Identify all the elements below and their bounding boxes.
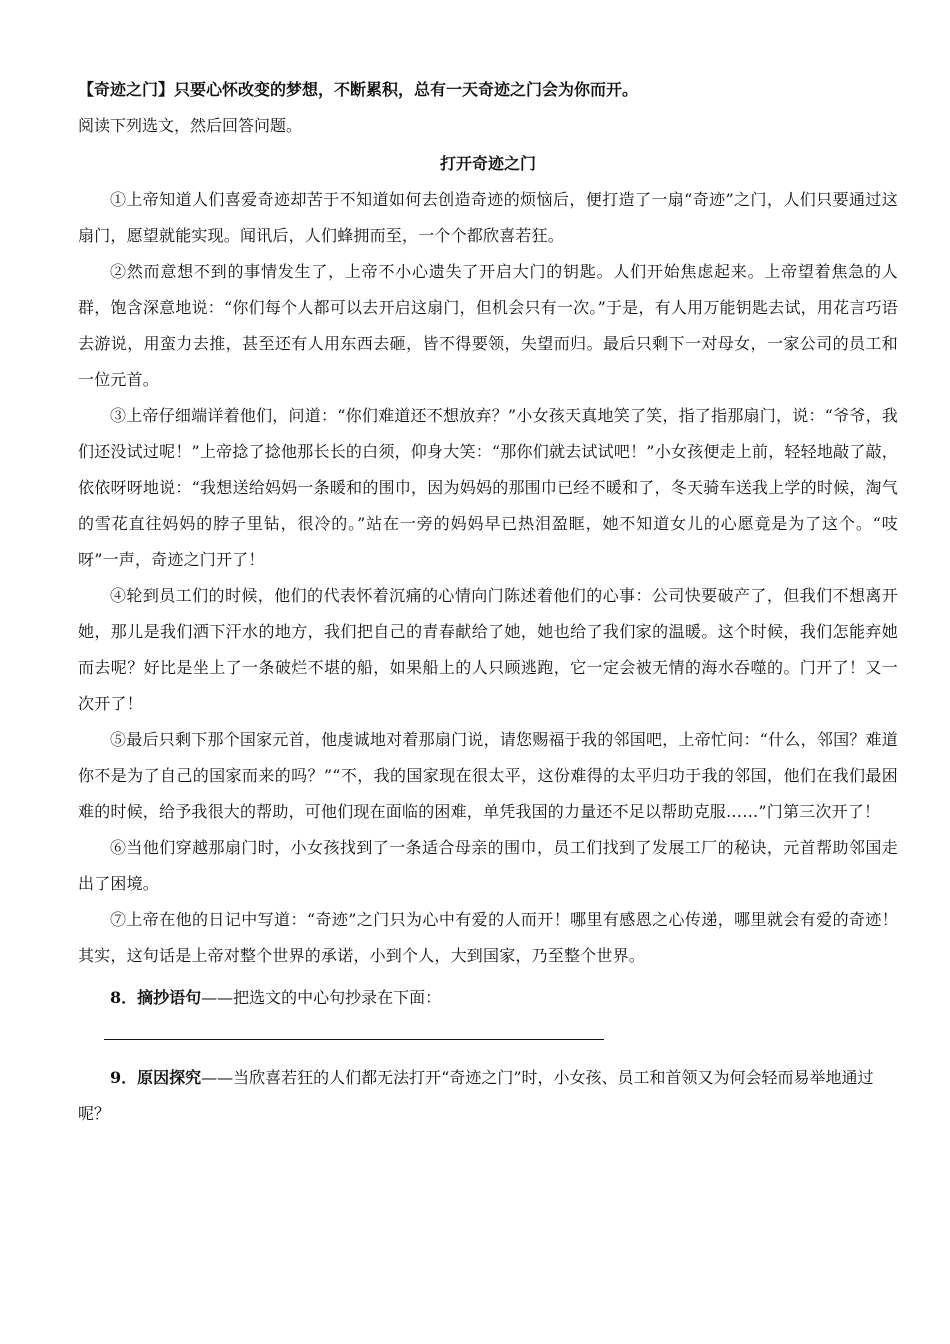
answer-blank-line[interactable]	[104, 1038, 604, 1040]
intro-bracket-text: 只要心怀改变的梦想，不断累积，总有一天奇迹之门会为你而开。	[174, 80, 639, 99]
article-title: 打开奇迹之门	[439, 154, 536, 173]
document-content	[78, 72, 898, 1132]
paragraph-1: ①上帝知道人们喜爱奇迹却苦于不知道如何去创造奇迹的烦恼后，便打造了一扇“奇迹”之门，人们只要通过这扇门，愿望就能实现。闻讯后，人们蜂拥而至，一个个都欣喜若狂。	[78, 190, 898, 245]
question-9-text: ——当欣喜若狂的人们都无法打开“奇迹之门”时，小女孩、员工和首领又为何会轻而易举地通过呢？	[78, 1068, 874, 1123]
paragraph-3: ③上帝仔细端详着他们，问道：“你们难道还不想放弃？”小女孩天真地笑了笑，指了指那扇门，说：“爷爷，我们还没试过呢！”上帝捻了捻他那长长的白须，仰身大笑：“那你们就去试试吧！”小女孩便走上前，轻轻地敲了敲，依依呀呀地说：“我想送给妈妈一条暖和的围巾，因为妈妈的那围巾已经不暖和了，冬天骑车送我上学的时候，淘气的雪花直往妈妈的脖子里钻，很冷的。”站在一旁的妈妈早已热泪盈眶，她不知道女儿的心愿竟是为了这个。“吱呀”一声，奇迹之门开了！	[78, 406, 898, 569]
paragraph-4: ④轮到员工们的时候，他们的代表怀着沉痛的心情向门陈述着他们的心事：公司快要破产了，但我们不想离开她，那儿是我们洒下汗水的地方，我们把自己的青春献给了她，她也给了我们家的温暖。这个时候，我们怎能弃她而去呢？好比是坐上了一条破烂不堪的船，如果船上的人只顾逃跑，它一定会被无情的海水吞噬的。门开了！又一次开了！	[78, 586, 898, 713]
paragraph-6: ⑥当他们穿越那扇门时，小女孩找到了一条适合母亲的围巾，员工们找到了发展工厂的秘诀，元首帮助邻国走出了困境。	[78, 838, 898, 893]
intro-bracket-title: 【奇迹之门】	[78, 80, 175, 99]
question-8-label: 8．摘抄语句	[110, 988, 202, 1007]
question-9	[78, 1060, 898, 1132]
question-8	[78, 980, 898, 1016]
question-9-label: 9．原因探究	[110, 1068, 202, 1087]
reading-instruction: 阅读下列选文，然后回答问题。	[78, 116, 303, 135]
question-8-text: ——把选文的中心句抄录在下面：	[201, 988, 442, 1007]
paragraph-2: ②然而意想不到的事情发生了，上帝不小心遗失了开启大门的钥匙。人们开始焦虑起来。上帝望着焦急的人群，饱含深意地说：“你们每个人都可以去开启这扇门，但机会只有一次。”于是，有人用万能钥匙去试，用花言巧语去游说，用蛮力去推，甚至还有人用东西去砸，皆不得要领，失望而归。最后只剩下一对母女，一家公司的员工和一位元首。	[78, 262, 898, 389]
intro-heading	[78, 72, 898, 108]
paragraph-7: ⑦上帝在他的日记中写道：“奇迹”之门只为心中有爱的人而开！哪里有感恩之心传递，哪里就会有爱的奇迹！其实，这句话是上帝对整个世界的承诺，小到个人，大到国家，乃至整个世界。	[78, 910, 898, 965]
paragraph-5: ⑤最后只剩下那个国家元首，他虔诚地对着那扇门说，请您赐福于我的邻国吧，上帝忙问：“什么，邻国？难道你不是为了自己的国家而来的吗？”“不，我的国家现在很太平，这份难得的太平归功于我的邻国，他们在我们最困难的时候，给予我很大的帮助，可他们现在面临的困难，单凭我国的力量还不足以帮助克服……”门第三次开了！	[78, 730, 898, 821]
